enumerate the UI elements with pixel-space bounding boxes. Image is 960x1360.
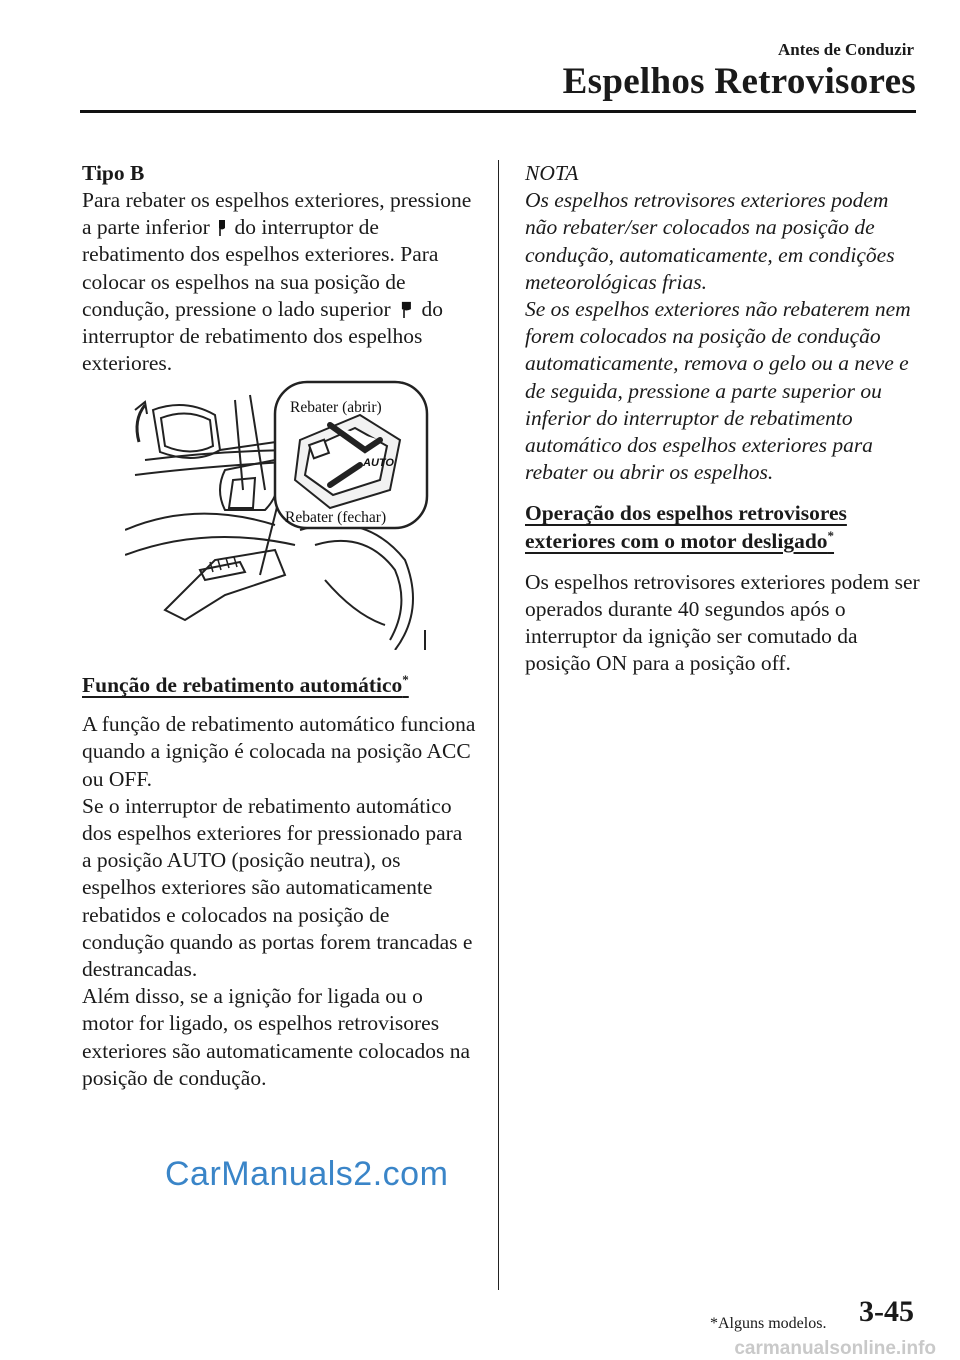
asterisk-mark: * — [402, 671, 409, 687]
switch-auto-text: AUTO — [363, 457, 394, 469]
tipo-b-heading: Tipo B — [82, 161, 145, 185]
fold-instructions — [82, 187, 477, 377]
page-title: Espelhos Retrovisores — [562, 61, 916, 102]
auto-fold-para-3: Além disso, se a ignição for ligada ou o motor for ligado, os espelhos retrovisores exteriores são automaticamente colocados na posição de condução. — [82, 984, 471, 1090]
site-watermark: carmanualsonline.info — [734, 1338, 936, 1359]
nota-para-1: Os espelhos retrovisores exteriores podem não rebater/ser colocados na posição de condução, automaticamente, em condições meteorológicas frias. — [525, 188, 895, 294]
mirror-switch-illustration — [125, 380, 435, 650]
auto-fold-para-2: Se o interruptor de rebatimento automático dos espelhos exteriores for pressionado para a posição AUTO (posição neutra), os espelhos exteriores são automaticamente rebatidos e colocados na posição de condução quando as portas forem trancadas e destrancadas. — [82, 793, 473, 982]
unfold-text-a: Para colocar os espelhos na sua posição de condução, pressione o lado superior — [82, 242, 439, 321]
door-armrest — [165, 550, 285, 620]
auto-fold-heading: Função de rebatimento automático* — [82, 671, 409, 697]
left-column-lower — [82, 672, 477, 1092]
auto-fold-para-1: A função de rebatimento automático funciona quando a ignição é colocada na posição ACC ou OFF. — [82, 712, 476, 791]
mirror-fold-icon — [217, 219, 227, 237]
label-open: Rebater (abrir) — [290, 399, 382, 416]
left-column — [82, 160, 477, 377]
chapter-title: Antes de Conduzir — [777, 40, 914, 59]
unfold-text-b: do interruptor de rebatimento dos espelhos exteriores. — [82, 296, 443, 376]
illustration-svg — [125, 380, 435, 650]
header-rule — [80, 110, 916, 113]
fold-text-a: Para rebater os espelhos exteriores, pressione a parte inferior — [82, 188, 472, 240]
engine-off-heading: Operação dos espelhos retrovisores exteriores com o motor desligado* — [525, 501, 847, 553]
engine-off-para: Os espelhos retrovisores exteriores podem ser operados durante 40 segundos após o interruptor da ignição ser comutado da posição ON para a posição off. — [525, 569, 920, 676]
asterisk-mark-2: * — [827, 527, 835, 543]
right-column — [525, 160, 920, 678]
column-divider — [498, 160, 499, 1290]
mirror-unfold-icon — [398, 301, 414, 319]
page-number: 3-45 — [859, 1295, 914, 1328]
watermark: CarManuals2.com — [165, 1155, 449, 1193]
label-close: Rebater (fechar) — [285, 509, 387, 526]
fold-text-b: do interruptor de rebatimento dos espelhos exteriores. — [82, 215, 395, 267]
nota-heading: NOTA — [525, 161, 579, 185]
footnote: *Alguns modelos. — [710, 1315, 827, 1332]
nota-para-2: Se os espelhos exteriores não rebaterem nem forem colocados na posição de condução automaticamente, remova o gelo ou a neve e de seguida, pressione a parte superior ou inferior do interruptor de rebatimento automático dos espelhos exteriores para rebater ou abrir os espelhos. — [525, 297, 911, 485]
